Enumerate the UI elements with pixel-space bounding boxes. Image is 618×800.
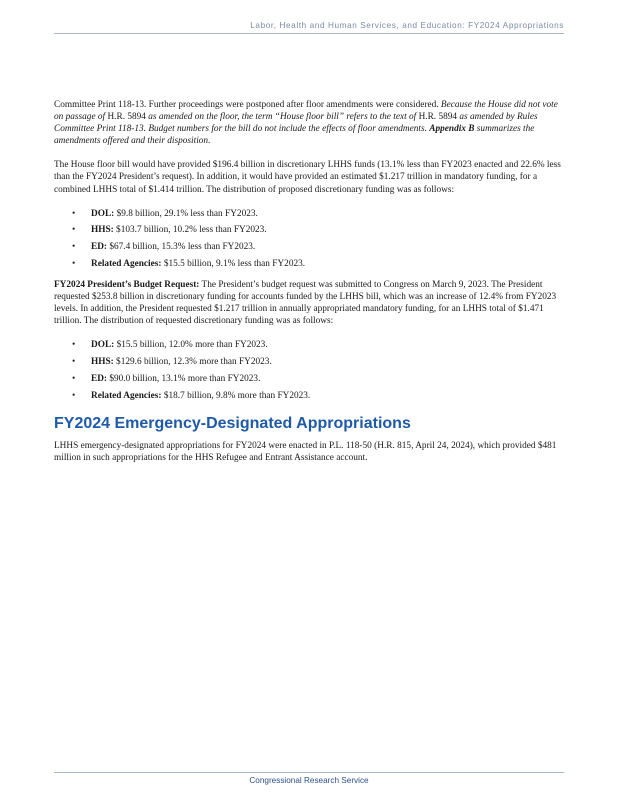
italic-segment: summarizes the amendments offered and their disposition. (54, 124, 535, 147)
list-item-label: HHS: (91, 357, 114, 368)
list-item-label: Related Agencies: (91, 259, 162, 269)
page-body (54, 99, 564, 476)
list-item-text: $103.7 billion, 10.2% less than FY2023. (113, 225, 267, 236)
paragraph-house-floor-bill: The House floor bill would have provided $196.4 billion in discretionary LHHS funds (13.1% less than FY2023 enacted and 22.6% less than the FY2024 President’s request). In addition, it would have provided an estimated $1.217 trillion in mandatory funding, for a combined LHHS total of $1.414 trillion. The distribution of proposed discretionary funding was as follows: (54, 160, 561, 195)
running-header: Labor, Health and Human Services, and Education: FY2024 Appropriations (54, 21, 564, 34)
italic-segment: as amended on the floor, the term “House floor bill” refers to the text of (145, 112, 419, 123)
text-segment: Committee Print 118-13. Further proceedings were postponed after floor amendments were considered. (54, 100, 441, 110)
italic-segment: Because the House did not vote on passage of (54, 100, 558, 123)
list-item-text: $129.6 billion, 12.3% more than FY2023. (113, 357, 272, 368)
bullet-icon: • (72, 374, 76, 385)
bullet-icon: • (72, 208, 76, 219)
list-item-label: DOL: (91, 208, 115, 219)
list-item-label: HHS: (91, 225, 114, 236)
bullet-icon: • (72, 340, 76, 351)
appendix-reference: Appendix B (429, 124, 475, 135)
list-item-label: DOL: (91, 340, 115, 351)
list-item-label: Related Agencies: (91, 390, 162, 401)
bullet-icon: • (72, 242, 76, 253)
president-funding-list (54, 339, 564, 401)
house-funding-list (54, 208, 564, 270)
footer-publisher: Congressional Research Service (249, 776, 369, 785)
list-item-text: $9.8 billion, 29.1% less than FY2023. (114, 208, 258, 219)
paragraph-presidents-request (54, 279, 564, 327)
list-item (54, 356, 564, 368)
list-item-label: ED: (91, 242, 108, 253)
paragraph-floor-proceedings (54, 99, 564, 147)
list-item (54, 258, 564, 270)
section-heading: FY2024 Emergency-Designated Appropriations (54, 414, 411, 432)
footer-divider (54, 772, 564, 773)
bill-reference: H.R. 5894 (418, 112, 458, 123)
italic-segment: as amended by Rules Committee Print 118-13. Budget numbers for the bill do not include the effects of floor amendments. (54, 112, 538, 135)
bullet-icon: • (72, 357, 76, 368)
list-item-label: ED: (91, 374, 108, 385)
paragraph-emergency-appropriations: LHHS emergency-designated appropriations for FY2024 were enacted in P.L. 118-50 (H.R. 815, April 24, 2024), which provided $481 million in such appropriations for the HHS Refugee and Entrant Assistance account. (54, 440, 557, 463)
list-item (54, 208, 564, 220)
bill-reference: H.R. 5894 (107, 112, 146, 123)
list-item-text: $15.5 billion, 12.0% more than FY2023. (114, 340, 268, 351)
list-item (54, 241, 564, 253)
list-item-text: $18.7 billion, 9.8% more than FY2023. (161, 390, 311, 401)
list-item-text: $67.4 billion, 15.3% less than FY2023. (107, 242, 256, 253)
list-item (54, 224, 564, 236)
list-item (54, 339, 564, 351)
bullet-icon: • (72, 225, 76, 236)
bold-lead: FY2024 President’s Budget Request: (54, 280, 200, 291)
bullet-icon: • (72, 390, 76, 401)
list-item (54, 390, 564, 402)
bullet-icon: • (72, 259, 76, 269)
list-item-text: $15.5 billion, 9.1% less than FY2023. (161, 259, 306, 269)
list-item-text: $90.0 billion, 13.1% more than FY2023. (107, 374, 261, 385)
text-segment: The President’s budget request was submitted to Congress on March 9, 2023. The President requested $253.8 billion in discretionary funding for accounts funded by the LHHS bill, which was an increase of 12.4% from FY2023 levels. In addition, the President requested $1.217 trillion in annually appropriated mandatory funding, for an LHHS total of $1.471 trillion. The distribution of requested discretionary funding was as follows: (54, 280, 557, 327)
list-item (54, 373, 564, 385)
